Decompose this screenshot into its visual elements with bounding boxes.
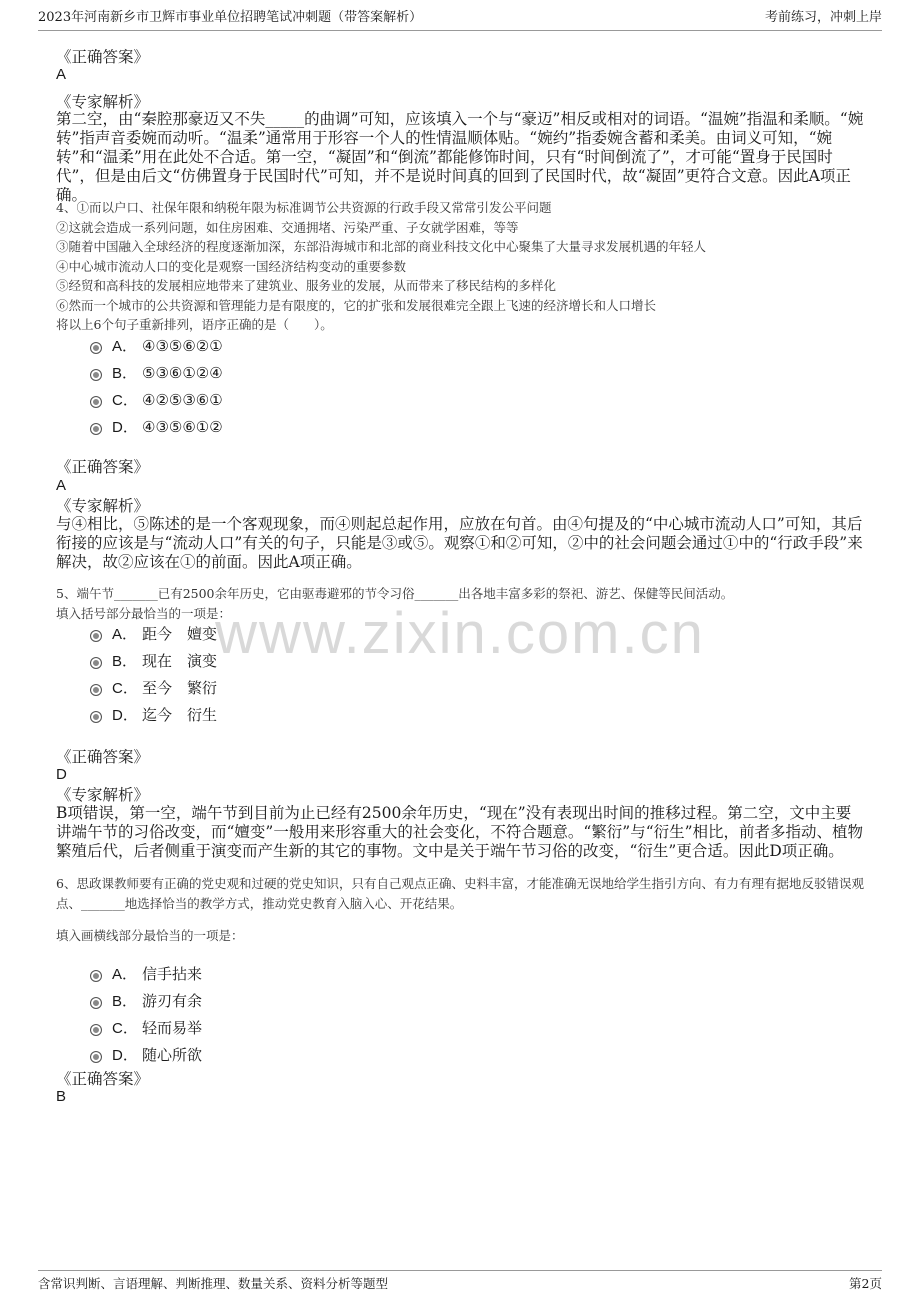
q4-line: ⑥然而一个城市的公共资源和管理能力是有限度的，它的扩张和发展很难完全跟上飞速的经济增长和人口增长 bbox=[56, 297, 657, 313]
q4-answer: A bbox=[56, 477, 67, 494]
q5-answer-label: 《正确答案》 bbox=[56, 748, 150, 766]
q6-prompt: 填入画横线部分最恰当的一项是： bbox=[56, 928, 244, 943]
q4-line: ④中心城市流动人口的变化是观察一国经济结构变动的重要参数 bbox=[56, 258, 407, 274]
q6-answer-label: 《正确答案》 bbox=[56, 1070, 150, 1088]
q6-option-a[interactable]: A． 信手拈来 bbox=[90, 960, 490, 987]
radio-icon[interactable] bbox=[90, 1024, 102, 1036]
radio-icon[interactable] bbox=[90, 369, 102, 381]
q3-analysis-label: 《专家解析》 bbox=[56, 93, 150, 111]
footer-topics: 含常识判断、言语理解、判断推理、数量关系、资料分析等题型 bbox=[38, 1276, 389, 1291]
q4-option-b[interactable]: B． ⑤③⑥①②④ bbox=[90, 359, 490, 386]
q4-analysis-label: 《专家解析》 bbox=[56, 497, 150, 515]
q6-stem bbox=[56, 874, 866, 913]
q5-analysis: B项错误，第一空，端午节到目前为止已经有2500余年历史，“现在”没有表现出时间的推移过程。第二空，文中主要讲端午节的习俗改变，而“嬗变”一般用来形容重大的社会变化，不符合题意。“繁衍”与“衍生”相比，前者多指动、植物繁殖后代，后者侧重于演变而产生新的其它的事物。文中是关于端午节习俗的改变，“衍生”更合适。因此D项正确。 bbox=[56, 804, 864, 860]
radio-icon[interactable] bbox=[90, 657, 102, 669]
q6-answer: B bbox=[56, 1088, 67, 1105]
q4-line: 4、①而以户口、社保年限和纳税年限为标准调节公共资源的行政手段又常常引发公平问题 bbox=[56, 200, 552, 215]
q3-analysis: 第二空，由“秦腔那豪迈又不失_____的曲调”可知，应该填入一个与“豪迈”相反或相对的词语。“温婉”指温和柔顺。“婉转”指声音委婉而动听。“温柔”通常用于形容一个人的性情温顺体贴。“婉约”指委婉含蓄和柔美。由词义可知，“婉转”和“温柔”用在此处不合适。第一空，“凝固”和“倒流”都能修饰时间，只有“时间倒流了”，才可能“置身于民国时代”，但是由后文“仿佛置身于民国时代”可知，并不是说时间真的回到了民国时代，故“凝固”更符合文意。因此A项正确。 bbox=[56, 110, 864, 204]
q5-option-c[interactable]: C． 至今 繁衍 bbox=[90, 674, 490, 701]
q3-answer-label: 《正确答案》 bbox=[56, 48, 150, 66]
q4-stem bbox=[56, 198, 866, 335]
q4-option-c[interactable]: C． ④②⑤③⑥① bbox=[90, 386, 490, 413]
q5-answer: D bbox=[56, 766, 67, 783]
q5-line: 5、端午节_______已有2500余年历史，它由驱毒避邪的节令习俗_______出各地丰富多彩的祭祀、游艺、保健等民间活动。 bbox=[56, 586, 734, 601]
q4-option-d[interactable]: D． ④③⑤⑥①② bbox=[90, 413, 490, 440]
q4-line: ③随着中国融入全球经济的程度逐渐加深，东部沿海城市和北部的商业科技文化中心聚集了大量寻求发展机遇的年轻人 bbox=[56, 239, 707, 254]
radio-icon[interactable] bbox=[90, 684, 102, 696]
page-footer bbox=[38, 1270, 882, 1292]
q4-option-a[interactable]: A． ④③⑤⑥②① bbox=[90, 332, 490, 359]
radio-icon[interactable] bbox=[90, 396, 102, 408]
header-slogan: 考前练习，冲刺上岸 bbox=[764, 9, 882, 25]
q3-answer: A bbox=[56, 66, 67, 83]
q4-line: ②这就会造成一系列问题，如住房困难、交通拥堵、污染严重、子女就学困难，等等 bbox=[56, 219, 519, 235]
q6-line: 6、思政课教师要有正确的党史观和过硬的党史知识，只有自己观点正确、史料丰富，才能准确无误地给学生指引方向、有力有理有据地反驳错误观点、_______地选择恰当的教学方式，推动党史教育入脑入心、开花结果。 bbox=[56, 876, 864, 911]
q5-option-a[interactable]: A． 距今 嬗变 bbox=[90, 620, 490, 647]
q6-option-b[interactable]: B． 游刃有余 bbox=[90, 987, 490, 1014]
q5-option-d[interactable]: D． 迄今 衍生 bbox=[90, 701, 490, 728]
q4-line: ⑤经贸和高科技的发展相应地带来了建筑业、服务业的发展，从而带来了移民结构的多样化 bbox=[56, 278, 557, 293]
q6-option-d[interactable]: D． 随心所欲 bbox=[90, 1041, 490, 1068]
radio-icon[interactable] bbox=[90, 423, 102, 435]
q4-answer-label: 《正确答案》 bbox=[56, 458, 150, 476]
q4-options bbox=[90, 332, 490, 440]
q6-options bbox=[90, 960, 490, 1068]
page-header bbox=[38, 0, 882, 31]
radio-icon[interactable] bbox=[90, 997, 102, 1009]
radio-icon[interactable] bbox=[90, 630, 102, 642]
radio-icon[interactable] bbox=[90, 1051, 102, 1063]
q4-line: 将以上6个句子重新排列，语序正确的是（ ）。 bbox=[56, 317, 333, 332]
document-title: 2023年河南新乡市卫辉市事业单位招聘笔试冲刺题（带答案解析） bbox=[38, 9, 423, 25]
q5-line: 填入括号部分最恰当的一项是： bbox=[56, 605, 232, 621]
q4-analysis: 与④相比，⑤陈述的是一个客观现象，而④则起总起作用，应放在句首。由④句提及的“中心城市流动人口”可知，其后衔接的应该是与“流动人口”有关的句子，只能是③或⑤。观察①和②可知，②中的社会问题会通过①中的“行政手段”来解决，故②应该在①的前面。因此A项正确。 bbox=[56, 515, 863, 571]
watermark: www.zixin.com.cn bbox=[215, 601, 705, 666]
q5-option-b[interactable]: B． 现在 演变 bbox=[90, 647, 490, 674]
radio-icon[interactable] bbox=[90, 970, 102, 982]
q5-analysis-label: 《专家解析》 bbox=[56, 786, 150, 804]
page-number: 第2页 bbox=[849, 1276, 882, 1291]
radio-icon[interactable] bbox=[90, 342, 102, 354]
q5-stem bbox=[56, 584, 866, 623]
radio-icon[interactable] bbox=[90, 711, 102, 723]
q6-option-c[interactable]: C． 轻而易举 bbox=[90, 1014, 490, 1041]
q5-options bbox=[90, 620, 490, 728]
